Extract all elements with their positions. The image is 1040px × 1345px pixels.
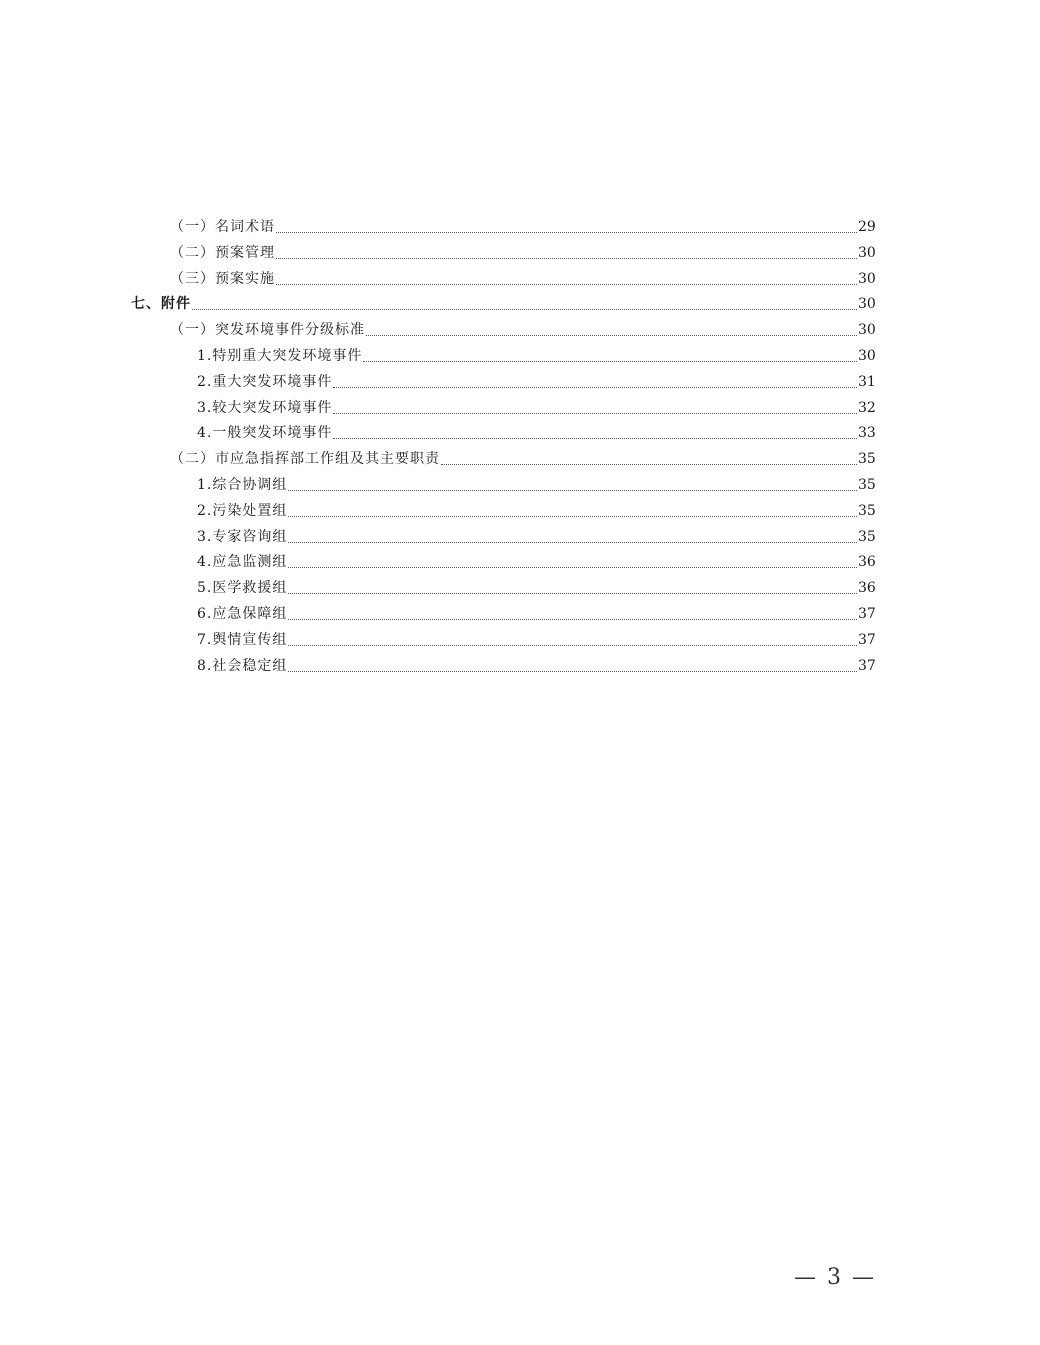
toc-entry-label: 1.综合协调组 [197, 476, 288, 493]
toc-entry-label: 4.一般突发环境事件 [197, 425, 333, 442]
toc-entry-label: （一）突发环境事件分级标准 [170, 322, 365, 339]
toc-dot-leader [363, 344, 857, 370]
toc-entry [0, 654, 1040, 680]
toc-entry-page: 30 [858, 244, 876, 261]
toc-entry [0, 318, 1040, 344]
toc-dot-leader [288, 550, 857, 576]
toc-entry-page: 29 [858, 219, 876, 235]
toc-entry [0, 447, 1040, 473]
toc-dot-leader [288, 525, 857, 551]
toc-entry-label: 2.污染处置组 [197, 502, 288, 519]
toc-entry-page: 35 [858, 476, 876, 493]
toc-entry-page: 37 [858, 631, 876, 648]
toc-entry-label: （三）预案实施 [170, 270, 275, 287]
toc-entry-page: 36 [858, 554, 876, 571]
toc-entry-page: 35 [858, 502, 876, 519]
toc-entry-label: （一）名词术语 [170, 219, 275, 235]
toc-entry-page: 33 [858, 425, 876, 442]
toc-entry [0, 628, 1040, 654]
toc-entry-label: 6.应急保障组 [197, 605, 288, 622]
toc-entry-page: 32 [858, 399, 876, 416]
toc-entry [0, 396, 1040, 422]
toc-entry-page: 30 [858, 347, 876, 364]
toc-entry-page: 37 [858, 605, 876, 622]
toc-entry [0, 344, 1040, 370]
toc-entry-page: 35 [858, 528, 876, 545]
toc-dot-leader [276, 215, 857, 241]
toc-dot-leader [441, 447, 857, 473]
toc-entry-label: 4.应急监测组 [197, 554, 288, 571]
toc-entry [0, 525, 1040, 551]
toc-entry [0, 267, 1040, 293]
toc-entry-label: （二）市应急指挥部工作组及其主要职责 [170, 451, 440, 468]
toc-dot-leader [288, 602, 857, 628]
toc-entry-label: 3.专家咨询组 [197, 528, 288, 545]
toc-entry-page: 30 [858, 322, 876, 339]
toc-entry [0, 499, 1040, 525]
toc-entry-page: 30 [858, 296, 876, 313]
page-number: — 3 — [794, 1265, 876, 1290]
toc-entry [0, 550, 1040, 576]
toc-dot-leader [333, 421, 857, 447]
toc-entry-label: 七、附件 [131, 296, 191, 313]
toc-dot-leader [288, 628, 857, 654]
toc-dot-leader [192, 292, 857, 318]
toc-entry-label: 5.医学救援组 [197, 580, 288, 597]
toc-entry-label: 3.较大突发环境事件 [197, 399, 333, 416]
toc-entry [0, 576, 1040, 602]
toc-entry-page: 36 [858, 580, 876, 597]
toc-dot-leader [333, 370, 857, 396]
toc-entry-label: （二）预案管理 [170, 244, 275, 261]
toc-entry-page: 31 [858, 373, 876, 390]
toc-entry-page: 35 [858, 451, 876, 468]
toc-entry [0, 370, 1040, 396]
toc-entry-label: 8.社会稳定组 [197, 657, 288, 674]
toc-entry [0, 215, 1040, 241]
toc-dot-leader [276, 267, 857, 293]
toc-entry-label: 7.舆情宣传组 [197, 631, 288, 648]
toc-dot-leader [288, 473, 857, 499]
table-of-contents [0, 215, 1040, 679]
toc-entry [0, 473, 1040, 499]
toc-entry [0, 292, 1040, 318]
toc-dot-leader [288, 576, 857, 602]
toc-entry [0, 421, 1040, 447]
toc-dot-leader [288, 499, 857, 525]
toc-entry-label: 2.重大突发环境事件 [197, 373, 333, 390]
toc-entry-page: 37 [858, 657, 876, 674]
toc-dot-leader [366, 318, 857, 344]
toc-entry [0, 241, 1040, 267]
toc-entry-page: 30 [858, 270, 876, 287]
toc-dot-leader [288, 654, 857, 680]
toc-entry [0, 602, 1040, 628]
toc-entry-label: 1.特别重大突发环境事件 [197, 347, 363, 364]
toc-dot-leader [333, 396, 857, 422]
toc-dot-leader [276, 241, 857, 267]
